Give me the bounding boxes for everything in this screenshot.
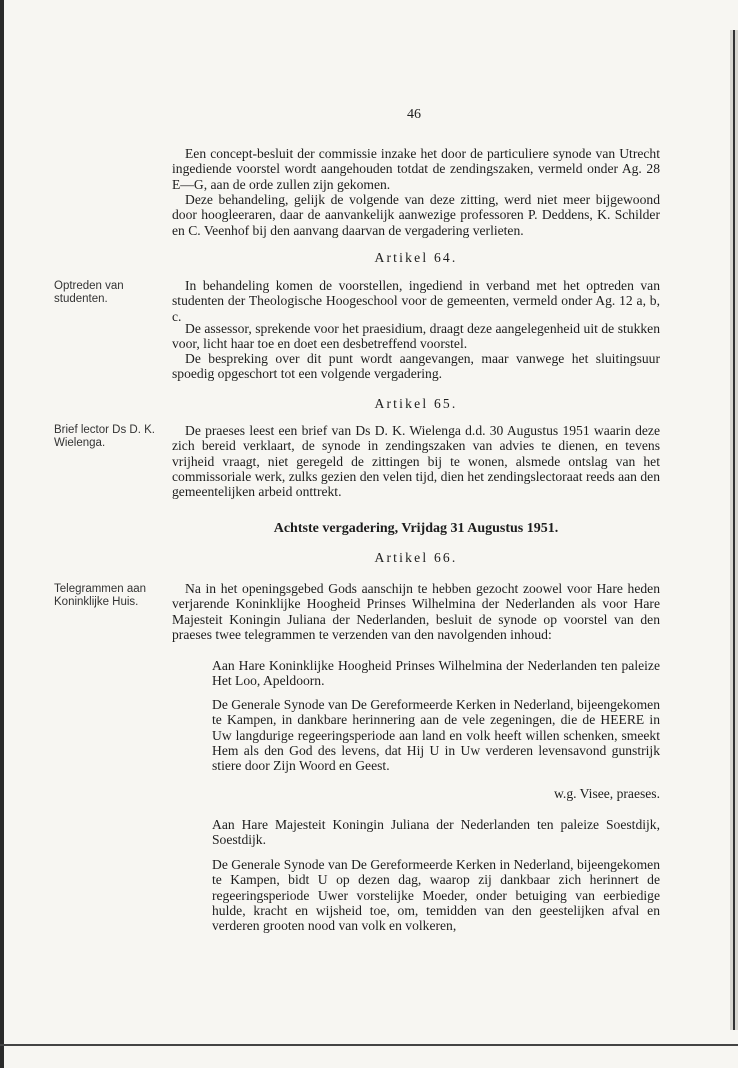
paragraph: Deze behandeling, gelijk de volgende van deze zitting, werd niet meer bijgewoond door hoogleeraren, daar de aanvankelijk aanwezige professoren P. Deddens, K. Schilder en C. Veenhof bij den aanvang daarvan de vergadering verlieten. — [172, 192, 660, 238]
article-title: Artikel 65. — [374, 396, 458, 411]
page-edge-right-line — [733, 30, 735, 1030]
page-number: 46 — [407, 107, 421, 122]
paragraph: De bespreking over dit punt wordt aangevangen, maar vanwege het sluitingsuur spoedig opgeschort tot een volgende vergadering. — [172, 351, 660, 382]
paragraph: Na in het openingsgebed Gods aanschijn te hebben gezocht zoowel voor Hare heden verjarende Koninklijke Hoogheid Prinses Wilhelmina der Nederlanden als voor Hare Majesteit Koningin Juliana der Nederlanden, besluit de synode op voorstel van den praeses twee telegrammen te verzenden van den navolgenden inhoud: — [172, 581, 660, 642]
page-edge-bottom — [0, 1044, 738, 1046]
margin-note: Telegrammen aan Koninklijke Huis. — [54, 583, 147, 608]
telegram-body: De Generale Synode van De Gereformeerde Kerken in Nederland, bijeengekomen te Kampen, in dankbare herinnering aan de vele zegeningen, die de HEERE in Uw langdurige regeeringsperiode aan land en volk heeft willen schenken, smeekt Hem als den God des levens, dat Hij U in Uw verderen levensavond gunstrijk stiere door Zijn Woord en Geest. — [212, 697, 660, 774]
paragraph: De assessor, sprekende voor het praesidium, draagt deze aangelegenheid uit de stukken voor, licht haar toe en doet een desbetreffend voorstel. — [172, 321, 660, 352]
margin-note: Brief lector Ds D. K. Wielenga. — [54, 424, 155, 449]
page-edge-left — [0, 0, 4, 1068]
telegram-body: De Generale Synode van De Gereformeerde Kerken in Nederland, bijeengekomen te Kampen, bidt U op dezen dag, waarop zij dankbaar zich herinnert de regeeringsperiode Uwer vorstelijke Moeder, onder betuiging van eerbiedige hulde, kracht en wijsheid toe, om, temidden van den geestelijken afval en verderen grooten nood van volk en volkeren, — [212, 857, 660, 934]
meeting-heading: Achtste vergadering, Vrijdag 31 Augustus 1951. — [273, 521, 559, 536]
article-title: Artikel 66. — [374, 550, 458, 565]
paragraph: In behandeling komen de voorstellen, ingediend in verband met het optreden van studenten der Theologische Hoogeschool voor de gemeenten, vermeld onder Ag. 12 a, b, c. — [172, 278, 660, 324]
telegram-signature: w.g. Visee, praeses. — [553, 786, 660, 801]
telegram-address: Aan Hare Majesteit Koningin Juliana der Nederlanden ten paleize Soestdijk, Soestdijk. — [212, 817, 660, 848]
telegram-address: Aan Hare Koninklijke Hoogheid Prinses Wilhelmina der Nederlanden ten paleize Het Loo, Apeldoorn. — [212, 658, 660, 689]
margin-note: Optreden van studenten. — [54, 280, 124, 305]
paragraph: De praeses leest een brief van Ds D. K. Wielenga d.d. 30 Augustus 1951 waarin deze zich bereid verklaart, de synode in zendingszaken van advies te dienen, en tevens vrijheid vraagt, niet geregeld de zittingen bij te wonen, alsmede ontslag van het commissoriale werk, zulks gezien den velen tijd, dien het zendingslectoraat reeds aan den gemeentelijken arbeid onttrekt. — [172, 423, 660, 500]
article-title: Artikel 64. — [374, 250, 458, 265]
paragraph: Een concept-besluit der commissie inzake het door de particuliere synode van Utrecht ingediende voorstel wordt aangehouden totdat de zendingszaken, vermeld onder Ag. 28 E—G, aan de orde zullen zijn gekomen. — [172, 146, 660, 192]
